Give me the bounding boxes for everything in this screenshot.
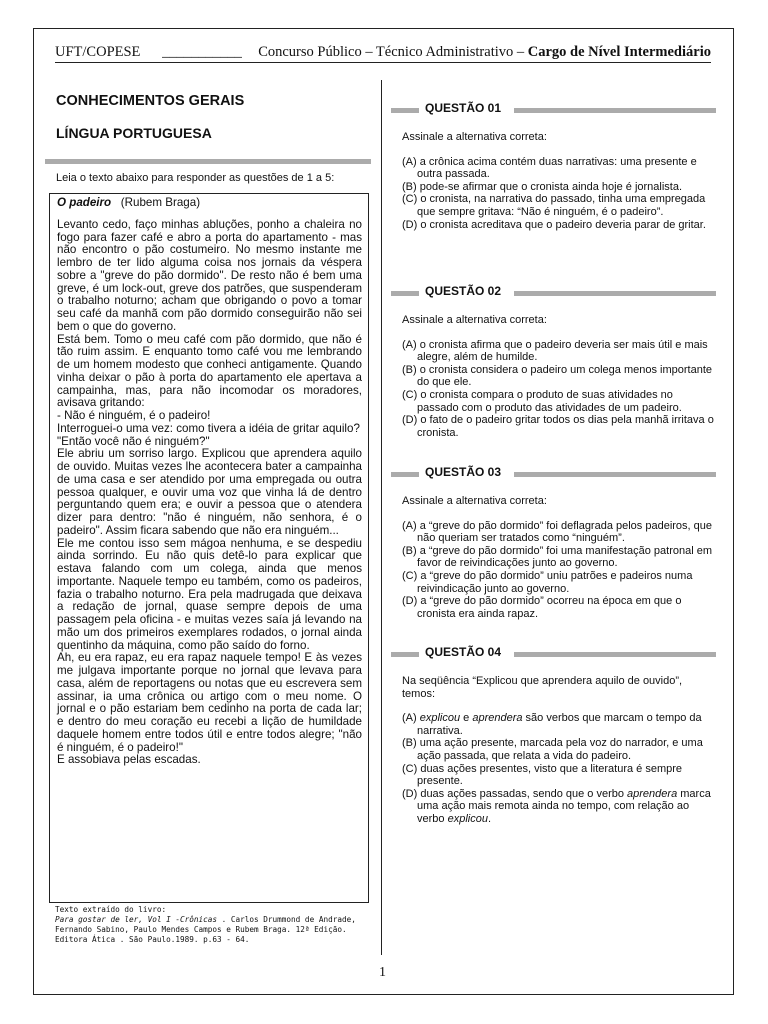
option-b: (B) pode-se afirmar que o cronista ainda hoje é jornalista.	[402, 180, 683, 193]
reading-instruction: Leia o texto abaixo para responder as questões de 1 a 5:	[56, 172, 335, 184]
header-org: UFT/COPESE	[55, 44, 141, 60]
question-stem: Na seqüência “Explicou que aprendera aquilo de ouvido”, temos:	[402, 675, 683, 700]
text-author: (Rubem Braga)	[120, 196, 201, 209]
text-paragraph: Levanto cedo, faço minhas abluções, ponho a chaleira no fogo para fazer café e abro a porta do apartamento - mas não encontro o pão costumeiro. No mesmo instante me lembro de ter lido alguma coisa nos jornais da véspera sobre a "greve do pão dormido". De resto não é bem uma greve, é um lock-out, greve dos patrões, que suspenderam o trabalho noturno; acham que obrigando o povo a tomar seu café da manhã com pão dormido conseguirão não sei bem o que do governo.	[57, 217, 362, 333]
text-title: O padeiro	[57, 196, 112, 209]
text-paragraph: Ele abriu um sorriso largo. Explicou que aprendera aquilo de ouvido. Muitas vezes lhe acontecera bater a campainha de uma casa e ser atendido por uma empregada ou outra pessoa qualquer, e ouvir uma voz que vinha lá de dentro perguntando quem era; e ouvir a pessoa que o atendera dizer para dentro: "não é ninguém, não senhora, é o padeiro". Assim ficara sabendo que não era ninguém...	[57, 447, 362, 537]
text-paragraph: Ele me contou isso sem mágoa nenhuma, e se despediu ainda sorrindo. Eu não quis detê-lo para explicar que estava falando com um colega, ainda que menos importante. Naquele tempo eu também, como os padeiros, fazia o trabalho noturno. Era pela madrugada que deixava a redação de jornal, quase sempre depois de uma passagem pela oficina - e muitas vezes saía já levando na mão um dos primeiros exemplares rodados, o jornal ainda quentinho da máquina, como pão saído do forno.	[57, 536, 362, 652]
option-b: (B) o cronista considera o padeiro um colega menos importante do que ele.	[402, 363, 712, 389]
section-subtitle: LÍNGUA PORTUGUESA	[56, 125, 212, 141]
option-c: (C) o cronista, na narrativa do passado, tinha uma empregada que sempre gritava: “Não é ninguém, é o padeiro”.	[402, 193, 706, 218]
question-label: QUESTÃO 04	[425, 645, 502, 659]
source-label: Texto extraído do livro:	[55, 905, 167, 914]
text-heading	[57, 197, 362, 210]
option-a: (A) o cronista afirma que o padeiro deveria ser mais útil e mais alegre, além de humilde.	[402, 338, 708, 364]
text-paragraph: E assobiava pelas escadas.	[57, 753, 201, 767]
question-label: QUESTÃO 02	[425, 284, 502, 298]
question-04	[391, 646, 716, 826]
text-paragraph: "Então você não é ninguém?"	[57, 434, 210, 448]
text-paragraph: Está bem. Tomo o meu café com pão dormido, que não é tão ruim assim. E enquanto tomo café vou me lembrando de um homem modesto que conheci antigamente. Quando vinha deixar o pão à porta do apartamento ele apertava a campainha, mas, para não incomodar os moradores, avisava gritando:	[57, 332, 362, 410]
question-stem: Assinale a alternativa correta:	[402, 495, 547, 507]
header-exam: Concurso Público – Técnico Administrativo –	[258, 44, 528, 60]
question-02	[391, 285, 716, 439]
option-b: (B) a “greve do pão dormido” foi uma manifestação patronal em favor de reivindicações junto ao governo.	[402, 544, 712, 570]
question-label: QUESTÃO 03	[425, 465, 502, 479]
reading-text-box	[49, 193, 369, 903]
source-details: . Carlos Drummond de Andrade, Fernando Sabino, Paulo Mendes Campos e Rubem Braga. 12ª Edição. Editora Ática . São Paulo.1989. p.63 - 64.	[55, 915, 356, 944]
option-a: (A) explicou e aprendera são verbos que marcam o tempo da narrativa.	[402, 712, 702, 737]
question-stem: Assinale a alternativa correta:	[402, 131, 547, 143]
question-03	[391, 466, 716, 620]
header-blank: ___________	[162, 44, 242, 60]
header-level: Cargo de Nível Intermediário	[527, 44, 711, 60]
option-c: (C) duas ações presentes, visto que a literatura é sempre presente.	[402, 762, 683, 788]
option-d: (D) o fato de o padeiro gritar todos os dias pela manhã irritava o cronista.	[402, 414, 714, 439]
question-stem: Assinale a alternativa correta:	[402, 314, 547, 326]
source-book: Para gostar de ler, Vol I -Crônicas	[55, 915, 217, 924]
page-number: 1	[379, 965, 386, 980]
text-paragraph: Ah, eu era rapaz, eu era rapaz naquele tempo! E às vezes me julgava importante porque no jornal que levava para casa, além de reportagens ou notas que eu escrevera sem assinar, ia uma crônica ou artigo com o meu nome. O jornal e o pão estariam bem cedinho na porta de cada lar; e dentro do meu coração eu recebi a lição de humildade daquele homem entre todos útil e entre todos alegre; "não é ninguém, é o padeiro!"	[57, 651, 362, 754]
column-divider	[381, 80, 382, 955]
option-d: (D) duas ações passadas, sendo que o verbo aprendera marca uma ação mais remota ainda no tempo, com relação ao verbo explicou.	[402, 787, 711, 825]
option-a: (A) a crônica acima contém duas narrativas: uma presente e outra passada.	[402, 155, 697, 181]
option-b: (B) uma ação presente, marcada pela voz do narrador, e uma ação passada, que relata a vida do padeiro.	[402, 737, 703, 762]
option-d: (D) a “greve do pão dormido” ocorreu na época em que o cronista era ainda rapaz.	[402, 595, 682, 620]
left-divider-bar	[45, 159, 371, 164]
text-source	[55, 905, 375, 945]
page-header	[55, 44, 711, 63]
text-paragraph: Interroguei-o uma vez: como tivera a idéia de gritar aquilo?	[57, 421, 360, 435]
section-title: CONHECIMENTOS GERAIS	[56, 93, 245, 109]
question-01	[391, 102, 716, 231]
option-a: (A) a “greve do pão dormido” foi deflagrada pelos padeiros, que não queriam ser tratados como “ninguém”.	[402, 519, 713, 545]
option-c: (C) a “greve do pão dormido” uniu patrões e padeiros numa reivindicação junto ao governo.	[402, 569, 693, 595]
question-label: QUESTÃO 01	[425, 101, 502, 115]
option-c: (C) o cronista compara o produto de suas atividades no passado com o produto das atividades de um padeiro.	[402, 388, 682, 414]
option-d: (D) o cronista acreditava que o padeiro deveria parar de gritar.	[402, 218, 706, 231]
text-paragraph: - Não é ninguém, é o padeiro!	[57, 409, 211, 422]
